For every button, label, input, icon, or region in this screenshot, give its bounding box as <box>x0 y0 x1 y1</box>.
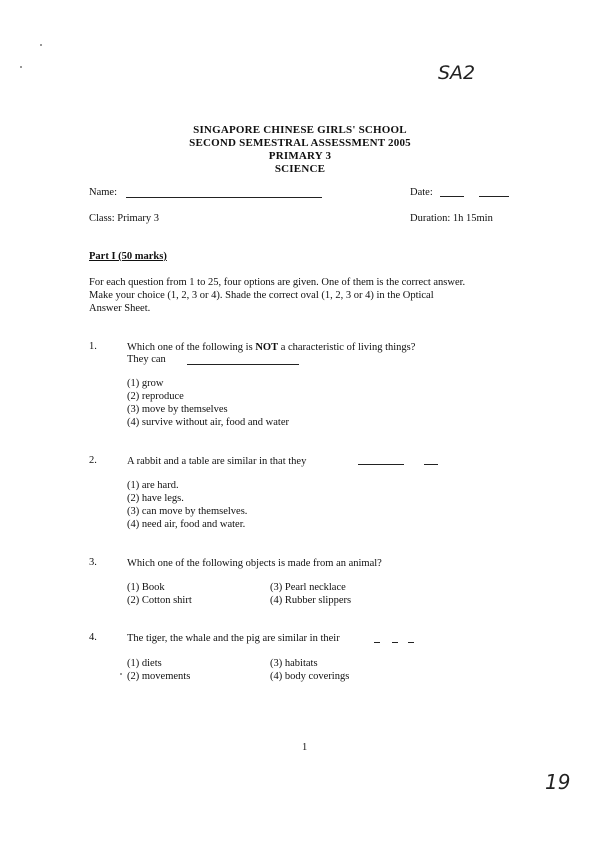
scan-speck <box>120 673 122 675</box>
instructions-line-1: For each question from 1 to 25, four options are given. One of them is the correct answer. <box>89 277 466 288</box>
handwritten-annotation-top: SA2 <box>438 62 476 84</box>
name-label: Name: <box>89 187 117 198</box>
option: (1) are hard. <box>127 480 179 491</box>
page-number: 1 <box>302 742 308 753</box>
option: (3) move by themselves <box>127 404 228 415</box>
answer-blank <box>374 642 380 643</box>
question-text: Which one of the following objects is made from an animal? <box>127 558 382 569</box>
question-number: 3. <box>89 557 97 568</box>
option: (3) Pearl necklace <box>270 582 346 593</box>
option: (4) survive without air, food and water <box>127 417 289 428</box>
question-number: 1. <box>89 341 97 352</box>
question-number: 4. <box>89 632 97 643</box>
option: (2) Cotton shirt <box>127 595 192 606</box>
assessment-title: SECOND SEMESTRAL ASSESSMENT 2005 <box>189 137 411 149</box>
answer-blank <box>187 364 299 365</box>
name-line <box>126 197 322 198</box>
handwritten-annotation-bottom: 19 <box>545 770 571 794</box>
question-text-part: Which one of the following is <box>127 342 256 353</box>
option: (4) Rubber slippers <box>270 595 352 606</box>
date-line-2 <box>479 196 509 197</box>
part-title: Part I (50 marks) <box>89 251 167 262</box>
subject-title: SCIENCE <box>274 163 326 175</box>
option: (4) need air, food and water. <box>127 519 246 530</box>
duration-text: Duration: 1h 15min <box>410 213 493 224</box>
scan-speck <box>40 44 42 46</box>
answer-blank <box>424 464 438 465</box>
date-label: Date: <box>410 187 433 198</box>
answer-blank <box>358 464 404 465</box>
school-name: SINGAPORE CHINESE GIRLS' SCHOOL <box>193 124 407 136</box>
date-line-1 <box>440 196 464 197</box>
option: (1) diets <box>127 658 162 669</box>
instructions-line-3: Answer Sheet. <box>89 303 151 314</box>
option: (4) body coverings <box>270 671 350 682</box>
question-text: A rabbit and a table are similar in that they <box>127 456 307 467</box>
instructions-line-2: Make your choice (1, 2, 3 or 4). Shade the correct oval (1, 2, 3 or 4) in the Optical <box>89 290 434 301</box>
option: (2) movements <box>127 671 191 682</box>
option: (3) can move by themselves. <box>127 506 248 517</box>
answer-blank <box>392 642 398 643</box>
scan-speck <box>20 66 22 68</box>
level-title: PRIMARY 3 <box>268 150 332 162</box>
option: (1) grow <box>127 378 164 389</box>
option: (2) reproduce <box>127 391 184 402</box>
answer-blank <box>408 642 414 643</box>
question-number: 2. <box>89 455 97 466</box>
question-text-part: a characteristic of living things? <box>278 342 416 353</box>
option: (2) have legs. <box>127 493 184 504</box>
option: (3) habitats <box>270 658 318 669</box>
question-text-line2: They can <box>127 354 166 365</box>
class-text: Class: Primary 3 <box>89 213 159 224</box>
question-emphasis: NOT <box>255 342 279 353</box>
question-text: The tiger, the whale and the pig are similar in their <box>127 633 340 644</box>
option: (1) Book <box>127 582 165 593</box>
question-text <box>127 341 415 354</box>
